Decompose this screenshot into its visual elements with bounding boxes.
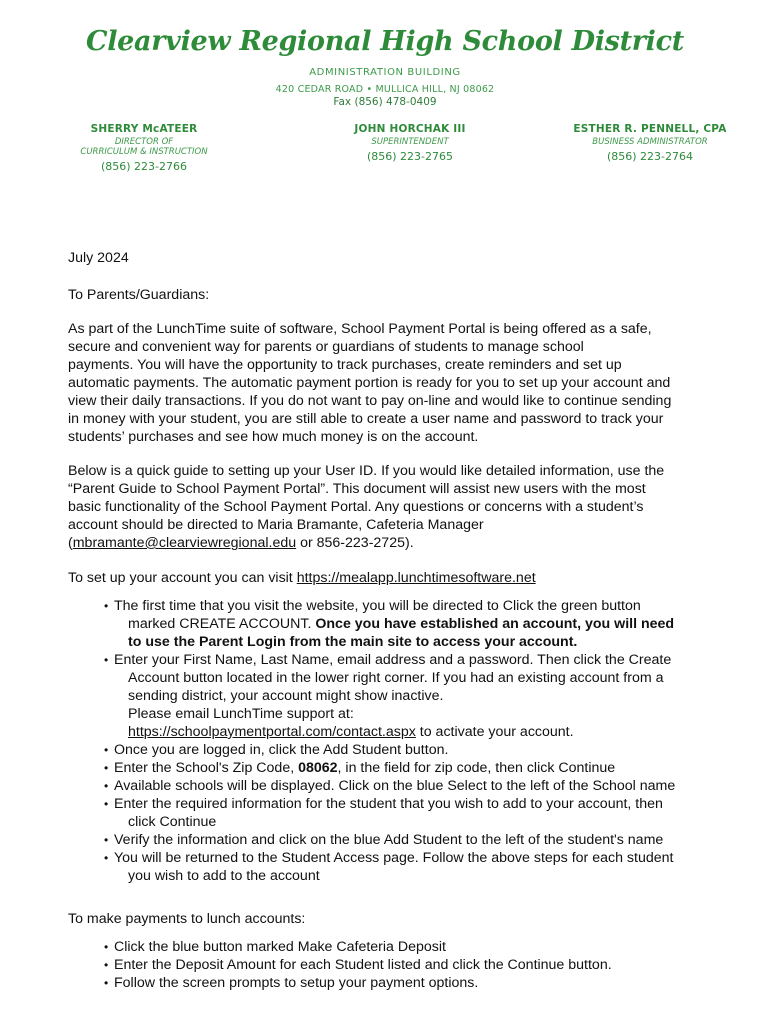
staff-phone: (856) 223-2766 xyxy=(100,160,188,173)
phone-text: or 856-223-2725). xyxy=(296,535,414,551)
step-text: Enter the required information for the student that you wish to add to your account, then xyxy=(114,796,663,812)
step-text: Verify the information and click on the blue Add Student to the left of the student's name xyxy=(114,832,664,848)
staff-phone: (856) 223-2765 xyxy=(366,150,454,163)
paragraph-line: account should be directed to Maria Bramante, Cafeteria Manager xyxy=(68,517,484,533)
mealapp-link[interactable]: https://mealapp.lunchtimesoftware.net xyxy=(296,570,536,586)
staff-role-line: CURRICULUM & INSTRUCTION xyxy=(80,147,208,157)
step-text: You will be returned to the Student Access page. Follow the above steps for each student xyxy=(114,850,674,866)
paragraph-line: payments. You will have the opportunity to track purchases, create reminders and set up xyxy=(68,357,622,373)
step-text xyxy=(114,723,744,741)
paragraph-line xyxy=(68,534,738,552)
list-item xyxy=(104,956,744,974)
list-item xyxy=(104,597,744,651)
list-item xyxy=(104,831,744,849)
street-address: 420 CEDAR ROAD • MULLICA HILL, NJ 08062 xyxy=(275,84,495,95)
step-text: Enter the Deposit Amount for each Student listed and click the Continue button. xyxy=(114,957,612,973)
paren: ( xyxy=(68,535,73,551)
step-text: Account button located in the lower right corner. If you had an existing account from a xyxy=(128,670,664,686)
step-text: Enter your First Name, Last Name, email address and a password. Then click the Create xyxy=(114,652,672,668)
staff-name: JOHN HORCHAK III xyxy=(354,123,466,135)
step-text: sending district, your account might show inactive. xyxy=(128,688,444,704)
list-item xyxy=(104,974,744,992)
staff-block-curriculum xyxy=(62,123,226,173)
staff-role xyxy=(62,137,226,157)
payments-intro: To make payments to lunch accounts: xyxy=(68,911,306,927)
list-item xyxy=(104,741,744,759)
intro-paragraph xyxy=(68,320,738,446)
paragraph-line: students’ purchases and see how much money is on the account. xyxy=(68,429,479,445)
district-title: Clearview Regional High School District xyxy=(86,26,684,57)
step-text-plain: Enter the School's Zip Code, xyxy=(114,760,299,776)
paragraph-line: automatic payments. The automatic payment portion is ready for you to set up your account and xyxy=(68,375,671,391)
staff-name: ESTHER R. PENNELL, CPA xyxy=(573,123,727,135)
support-contact-link[interactable]: https://schoolpaymentportal.com/contact.aspx xyxy=(128,724,416,740)
step-text-plain: marked CREATE ACCOUNT. xyxy=(128,616,316,632)
paragraph-line: secure and convenient way for parents or guardians of students to manage school xyxy=(68,339,584,355)
step-text-bold: Once you have established an account, you will need xyxy=(315,616,675,632)
list-item xyxy=(104,938,744,956)
paragraph-line: “Parent Guide to School Payment Portal”. This document will assist new users with the most xyxy=(68,481,646,497)
setup-intro xyxy=(68,569,738,587)
guide-paragraph xyxy=(68,462,738,552)
building-name: ADMINISTRATION BUILDING xyxy=(309,67,461,78)
staff-role: BUSINESS ADMINISTRATOR xyxy=(592,137,708,147)
step-text: Follow the screen prompts to setup your payment options. xyxy=(114,975,479,991)
step-text xyxy=(114,615,744,633)
step-text: Available schools will be displayed. Click on the blue Select to the left of the School name xyxy=(114,778,676,794)
fax-number: Fax (856) 478-0409 xyxy=(333,96,437,108)
paragraph-line: view their daily transactions. If you do not want to pay on-line and would like to continue sending xyxy=(68,393,672,409)
zip-code: 08062 xyxy=(298,760,338,776)
step-text xyxy=(114,633,744,651)
letter-greeting: To Parents/Guardians: xyxy=(68,287,210,303)
setup-steps-list xyxy=(104,597,744,885)
letter-date: July 2024 xyxy=(68,250,129,266)
staff-role-line: DIRECTOR OF xyxy=(114,137,174,147)
step-text-plain: , in the field for zip code, then click Continue xyxy=(337,760,616,776)
list-item xyxy=(104,795,744,831)
paragraph-line: basic functionality of the School Payment Portal. Any questions or concerns with a student’s xyxy=(68,499,644,515)
staff-name: SHERRY McATEER xyxy=(90,123,198,135)
cafeteria-email-link[interactable]: mbramante@clearviewregional.edu xyxy=(72,535,297,551)
paragraph-line: As part of the LunchTime suite of software, School Payment Portal is being offered as a safe, xyxy=(68,321,652,337)
setup-intro-text: To set up your account you can visit xyxy=(68,570,297,586)
paragraph-line: Below is a quick guide to setting up your User ID. If you would like detailed information, use the xyxy=(68,463,665,479)
step-text: The first time that you visit the website, you will be directed to Click the green button xyxy=(114,598,641,614)
step-text-plain: to activate your account. xyxy=(415,724,574,740)
step-text: Click the blue button marked Make Cafeteria Deposit xyxy=(114,939,446,955)
step-text xyxy=(114,760,615,776)
list-item xyxy=(104,651,744,741)
payment-steps-list xyxy=(104,938,744,992)
list-item xyxy=(104,777,744,795)
staff-phone: (856) 223-2764 xyxy=(606,150,694,163)
staff-block-superintendent xyxy=(320,123,500,163)
step-text: Once you are logged in, click the Add Student button. xyxy=(114,742,449,758)
step-text-bold: to use the Parent Login from the main site to access your account. xyxy=(128,634,578,650)
list-item xyxy=(104,759,744,777)
step-text: click Continue xyxy=(128,814,217,830)
staff-role: SUPERINTENDENT xyxy=(371,137,449,147)
step-text: you wish to add to the account xyxy=(128,868,320,884)
paragraph-line: in money with your student, you are still able to create a user name and password to track your xyxy=(68,411,664,427)
step-text: Please email LunchTime support at: xyxy=(128,706,354,722)
list-item xyxy=(104,849,744,885)
staff-block-business xyxy=(560,123,740,163)
